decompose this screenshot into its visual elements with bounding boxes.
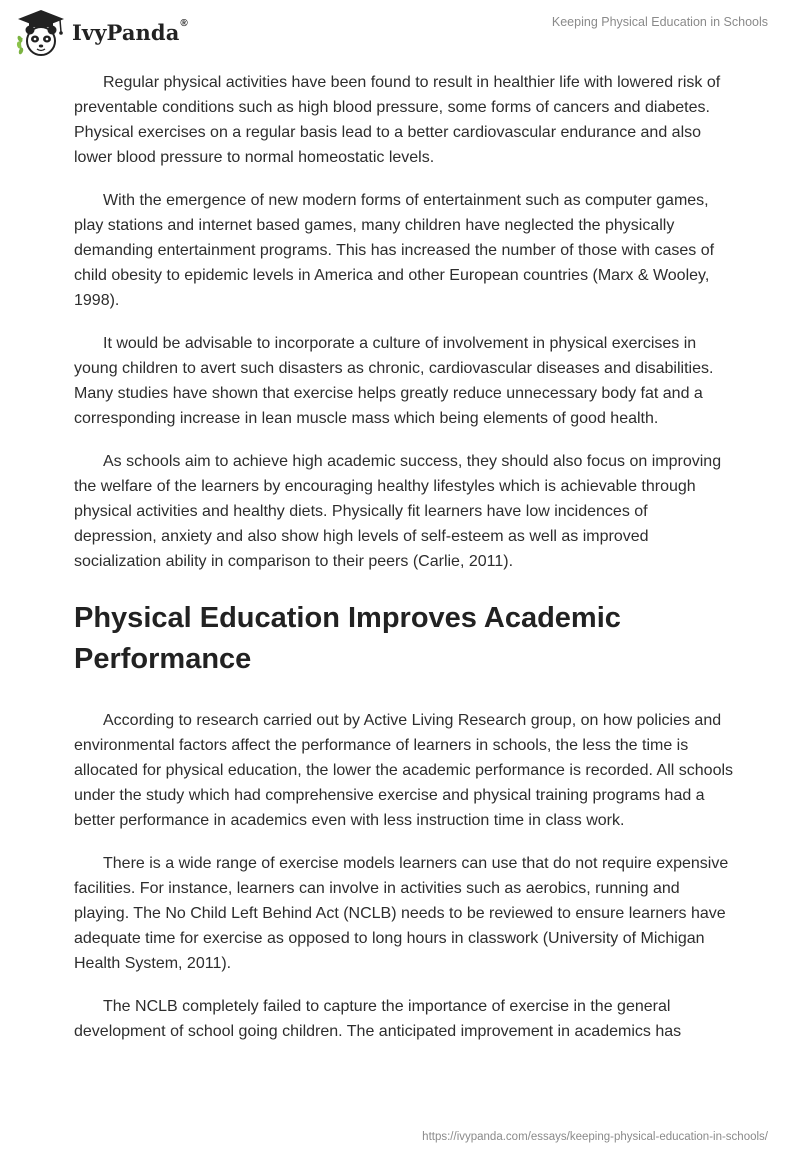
ivypanda-logo[interactable]: [14, 8, 188, 58]
essay-content: [74, 70, 734, 1062]
document-title: Keeping Physical Education in Schools: [551, 15, 768, 29]
paragraph: According to research carried out by Active Living Research group, on how policies and environmental factors affect the performance of learners in schools, the less the time is allocated for physical education, the lower the academic performance is recorded. All schools under the study which had comprehensive exercise and physical training programs had a better performance in academics even with less instruction time in class work.: [74, 712, 734, 829]
page-header: [0, 0, 800, 62]
source-url[interactable]: https://ivypanda.com/essays/keeping-physical-education-in-schools/: [422, 1131, 768, 1143]
paragraph: With the emergence of new modern forms of entertainment such as computer games, play stations and internet based games, many children have neglected the physically demanding entertainment programs. This has increased the number of those with cases of child obesity to epidemic levels in America and other European countries (Marx & Wooley, 1998).: [74, 192, 715, 309]
paragraph: There is a wide range of exercise models learners can use that do not require expensive facilities. For instance, learners can involve in activities such as aerobics, running and playing. The No Child Left Behind Act (NCLB) needs to be reviewed to ensure learners have adequate time for exercise as opposed to long hours in classwork (University of Michigan Health System, 2011).: [74, 855, 729, 972]
paragraph: As schools aim to achieve high academic success, they should also focus on improving the welfare of the learners by encouraging healthy lifestyles which is achievable through physical activities and healthy diets. Physically fit learners have low incidences of depression, anxiety and also show high levels of self-esteem as well as improved socialization ability in comparison to their peers (Carlie, 2011).: [74, 453, 722, 570]
paragraph: The NCLB completely failed to capture the importance of exercise in the general development of school going children. The anticipated improvement in academics has: [74, 998, 682, 1040]
paragraph: It would be advisable to incorporate a culture of involvement in physical exercises in young children to avert such disasters as chronic, cardiovascular diseases and disabilities. Many studies have shown that exercise helps greatly reduce unnecessary body fat and a corresponding increase in lean muscle mass which being elements of good health.: [74, 335, 714, 427]
paragraph: Regular physical activities have been found to result in healthier life with lowered risk of preventable conditions such as high blood pressure, some forms of cancers and diabetes. Physical exercises on a regular basis lead to a better cardiovascular endurance and also lower blood pressure to normal homeostatic levels.: [74, 74, 721, 166]
panda-graduate-icon: [14, 8, 68, 58]
brand-name: IvyPanda®: [72, 17, 188, 45]
section-heading: Physical Education Improves Academic Performance: [74, 602, 621, 675]
